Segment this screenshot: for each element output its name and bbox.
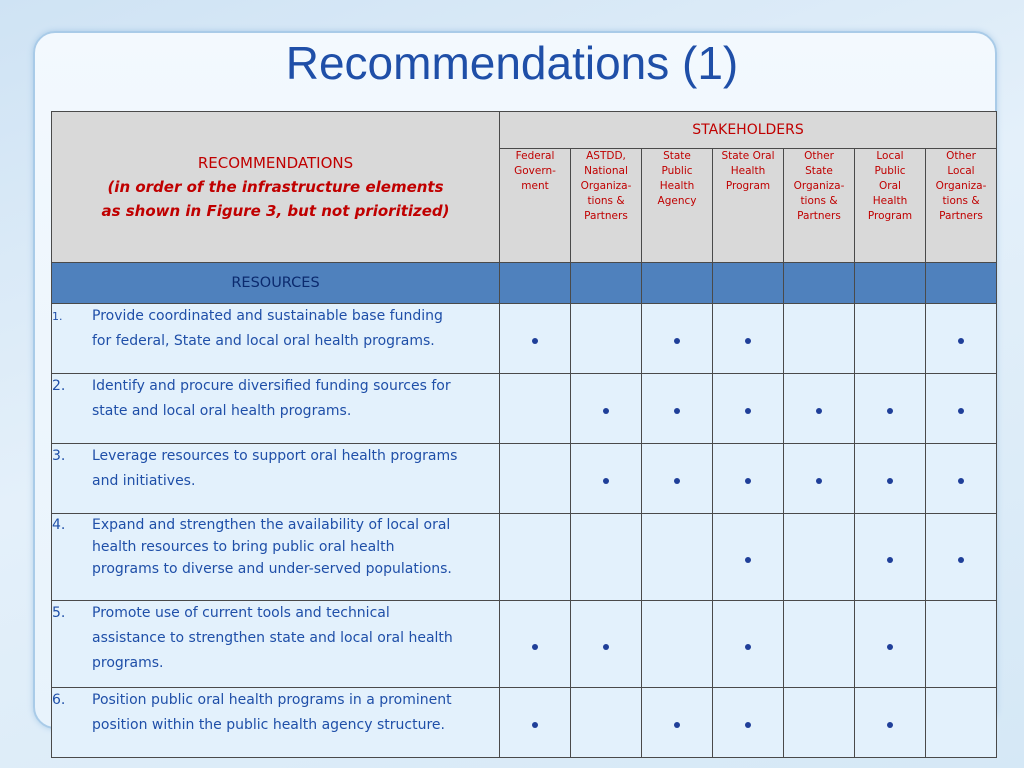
stakeholder-mark-cell	[500, 444, 571, 514]
recommendation-text: Provide coordinated and sustainable base funding	[92, 308, 443, 324]
recommendation-line	[52, 469, 499, 494]
stakeholder-mark-cell	[784, 601, 855, 688]
recommendation-number: 1.	[52, 310, 63, 323]
recommendation-row	[52, 304, 997, 374]
recommendation-number	[52, 329, 92, 354]
bullet-dot-icon	[887, 644, 893, 650]
recommendation-text-cell	[52, 444, 500, 514]
stakeholder-header-line: ASTDD,	[586, 150, 626, 162]
stakeholder-mark-cell	[500, 688, 571, 758]
stakeholder-mark-cell	[855, 374, 926, 444]
stakeholder-header-line: tions &	[587, 195, 625, 207]
stakeholder-header-line: National	[584, 165, 628, 177]
stakeholder-mark-cell	[784, 514, 855, 601]
stakeholder-mark-cell	[855, 514, 926, 601]
recommendation-text: programs.	[92, 655, 164, 671]
stakeholder-mark-cell	[713, 601, 784, 688]
recommendations-header-note-1: (in order of the infrastructure elements	[107, 178, 444, 196]
stakeholder-header-line: Govern-	[514, 165, 556, 177]
stakeholder-mark-cell	[784, 374, 855, 444]
recommendation-line	[52, 329, 499, 354]
recommendation-number: 2.	[52, 378, 66, 394]
stakeholder-mark-cell	[642, 374, 713, 444]
recommendations-header-note-2: as shown in Figure 3, but not prioritized)	[101, 202, 450, 220]
bullet-dot-icon	[674, 722, 680, 728]
section-blank-cell	[784, 263, 855, 304]
recommendations-header-title: RECOMMENDATIONS	[197, 154, 354, 172]
recommendation-row	[52, 374, 997, 444]
stakeholder-header-line: Other	[946, 150, 976, 162]
stakeholder-header-line: Program	[725, 180, 771, 192]
bullet-dot-icon	[745, 722, 751, 728]
recommendation-line	[52, 444, 499, 469]
stakeholder-column-header	[642, 149, 713, 263]
recommendation-text: Leverage resources to support oral health programs	[92, 448, 458, 464]
bullet-dot-icon	[816, 478, 822, 484]
recommendation-number	[52, 536, 92, 558]
stakeholder-header-line: Oral	[879, 180, 901, 192]
stakeholder-mark-cell	[855, 688, 926, 758]
bullet-dot-icon	[745, 338, 751, 344]
section-blank-cell	[926, 263, 997, 304]
recommendation-text: Promote use of current tools and technical	[92, 605, 390, 621]
recommendation-number	[52, 399, 92, 424]
stakeholder-mark-cell	[571, 304, 642, 374]
stakeholder-mark-cell	[500, 514, 571, 601]
stakeholder-mark-cell	[571, 374, 642, 444]
bullet-dot-icon	[958, 408, 964, 414]
stakeholder-mark-cell	[713, 514, 784, 601]
stakeholder-mark-cell	[926, 444, 997, 514]
stakeholder-mark-cell	[926, 304, 997, 374]
stakeholder-mark-cell	[926, 374, 997, 444]
stakeholder-header-line: Local	[876, 150, 904, 162]
recommendation-number: 3.	[52, 448, 66, 464]
recommendation-text-cell	[52, 304, 500, 374]
stakeholder-column-header	[571, 149, 642, 263]
stakeholder-mark-cell	[642, 688, 713, 758]
stakeholder-header-line: Health	[730, 165, 766, 177]
bullet-dot-icon	[745, 644, 751, 650]
recommendation-number	[52, 626, 92, 651]
bullet-dot-icon	[674, 338, 680, 344]
bullet-dot-icon	[887, 557, 893, 563]
bullet-dot-icon	[674, 478, 680, 484]
stakeholder-header-line: Program	[867, 210, 913, 222]
section-label: RESOURCES	[52, 263, 500, 304]
stakeholder-mark-cell	[642, 601, 713, 688]
stakeholder-mark-cell	[500, 304, 571, 374]
stakeholder-header-line: tions &	[800, 195, 838, 207]
recommendation-row	[52, 601, 997, 688]
bullet-dot-icon	[887, 478, 893, 484]
stakeholder-column-header	[500, 149, 571, 263]
stakeholder-mark-cell	[500, 374, 571, 444]
recommendation-number: 4.	[52, 517, 66, 533]
stakeholder-mark-cell	[642, 304, 713, 374]
stakeholder-mark-cell	[713, 374, 784, 444]
stakeholder-column-header	[784, 149, 855, 263]
recommendation-line	[52, 601, 499, 626]
stakeholder-header-line: Local	[947, 165, 975, 177]
stakeholder-header-line: Federal	[515, 150, 555, 162]
bullet-dot-icon	[958, 557, 964, 563]
recommendation-text: for federal, State and local oral health programs.	[92, 333, 435, 349]
stakeholder-header-line: Partners	[797, 210, 841, 222]
stakeholder-column-header	[713, 149, 784, 263]
recommendation-number	[52, 558, 92, 580]
page-title: Recommendations (1)	[285, 37, 739, 89]
recommendations-header	[52, 112, 500, 263]
stakeholder-mark-cell	[855, 444, 926, 514]
recommendation-text: assistance to strengthen state and local oral health	[92, 630, 453, 646]
stakeholder-header-line: Health	[872, 195, 908, 207]
bullet-dot-icon	[603, 478, 609, 484]
stakeholder-mark-cell	[571, 688, 642, 758]
recommendation-text-cell	[52, 688, 500, 758]
stakeholder-header-line: Partners	[584, 210, 628, 222]
stakeholder-mark-cell	[500, 601, 571, 688]
stakeholder-header-line: Health	[659, 180, 695, 192]
section-row-resources	[52, 263, 997, 304]
recommendation-line	[52, 688, 499, 713]
recommendation-text: position within the public health agency structure.	[92, 717, 445, 733]
recommendation-number	[52, 713, 92, 738]
stakeholder-mark-cell	[642, 514, 713, 601]
stakeholder-mark-cell	[713, 304, 784, 374]
recommendation-text-cell	[52, 514, 500, 601]
stakeholder-mark-cell	[642, 444, 713, 514]
section-blank-cell	[855, 263, 926, 304]
section-blank-cell	[713, 263, 784, 304]
stakeholder-column-header	[926, 149, 997, 263]
bullet-dot-icon	[532, 722, 538, 728]
stakeholder-header-line: Agency	[657, 195, 697, 207]
stakeholder-header-line: Partners	[939, 210, 983, 222]
recommendation-line	[52, 304, 499, 329]
stakeholder-mark-cell	[784, 444, 855, 514]
bullet-dot-icon	[958, 338, 964, 344]
recommendation-number: 6.	[52, 692, 66, 708]
recommendation-number	[52, 469, 92, 494]
stakeholder-mark-cell	[855, 601, 926, 688]
stakeholder-header-line: Organiza-	[793, 180, 845, 192]
stakeholder-header-line: State Oral	[721, 150, 775, 162]
bullet-dot-icon	[958, 478, 964, 484]
recommendation-text: and initiatives.	[92, 473, 196, 489]
bullet-dot-icon	[745, 557, 751, 563]
recommendation-text-cell	[52, 374, 500, 444]
stakeholder-mark-cell	[784, 304, 855, 374]
recommendation-line	[52, 558, 499, 580]
recommendation-number	[52, 651, 92, 676]
stakeholder-mark-cell	[571, 601, 642, 688]
stakeholder-mark-cell	[713, 688, 784, 758]
section-blank-cell	[500, 263, 571, 304]
bullet-dot-icon	[532, 644, 538, 650]
section-blank-cell	[571, 263, 642, 304]
section-blank-cell	[642, 263, 713, 304]
stakeholders-header: STAKEHOLDERS	[500, 112, 997, 149]
recommendation-text: Identify and procure diversified funding sources for	[92, 378, 451, 394]
stakeholder-header-line: Organiza-	[935, 180, 987, 192]
recommendation-line	[52, 374, 499, 399]
stakeholder-mark-cell	[926, 601, 997, 688]
bullet-dot-icon	[603, 408, 609, 414]
bullet-dot-icon	[887, 722, 893, 728]
recommendation-line	[52, 536, 499, 558]
stakeholder-mark-cell	[571, 444, 642, 514]
recommendation-line	[52, 626, 499, 651]
stakeholder-header-line: ment	[521, 180, 549, 192]
stakeholder-header-line: tions &	[942, 195, 980, 207]
recommendation-line	[52, 713, 499, 738]
bullet-dot-icon	[816, 408, 822, 414]
bullet-dot-icon	[745, 408, 751, 414]
bullet-dot-icon	[674, 408, 680, 414]
recommendation-row	[52, 444, 997, 514]
stakeholder-mark-cell	[713, 444, 784, 514]
stakeholder-header-line: Other	[804, 150, 834, 162]
recommendation-text: state and local oral health programs.	[92, 403, 352, 419]
recommendation-line	[52, 514, 499, 536]
recommendation-text: programs to diverse and under-served populations.	[92, 561, 452, 577]
stakeholder-header-line: Organiza-	[580, 180, 632, 192]
bullet-dot-icon	[887, 408, 893, 414]
recommendation-text: Expand and strengthen the availability of local oral	[92, 517, 451, 533]
stakeholder-column-header	[855, 149, 926, 263]
stakeholder-mark-cell	[926, 688, 997, 758]
recommendation-line	[52, 651, 499, 676]
stakeholder-header-line: Public	[661, 165, 693, 177]
recommendation-number: 5.	[52, 605, 66, 621]
stakeholder-mark-cell	[571, 514, 642, 601]
recommendation-text: health resources to bring public oral health	[92, 539, 395, 555]
recommendation-line	[52, 399, 499, 424]
recommendations-table	[51, 111, 997, 758]
bullet-dot-icon	[532, 338, 538, 344]
stakeholder-mark-cell	[855, 304, 926, 374]
bullet-dot-icon	[745, 478, 751, 484]
stakeholder-mark-cell	[926, 514, 997, 601]
recommendation-text-cell	[52, 601, 500, 688]
stakeholder-header-line: State	[805, 165, 833, 177]
recommendation-row	[52, 688, 997, 758]
recommendation-text: Position public oral health programs in a prominent	[92, 692, 452, 708]
bullet-dot-icon	[603, 644, 609, 650]
stakeholder-mark-cell	[784, 688, 855, 758]
stakeholder-header-line: State	[663, 150, 691, 162]
stakeholder-header-line: Public	[874, 165, 906, 177]
recommendation-row	[52, 514, 997, 601]
